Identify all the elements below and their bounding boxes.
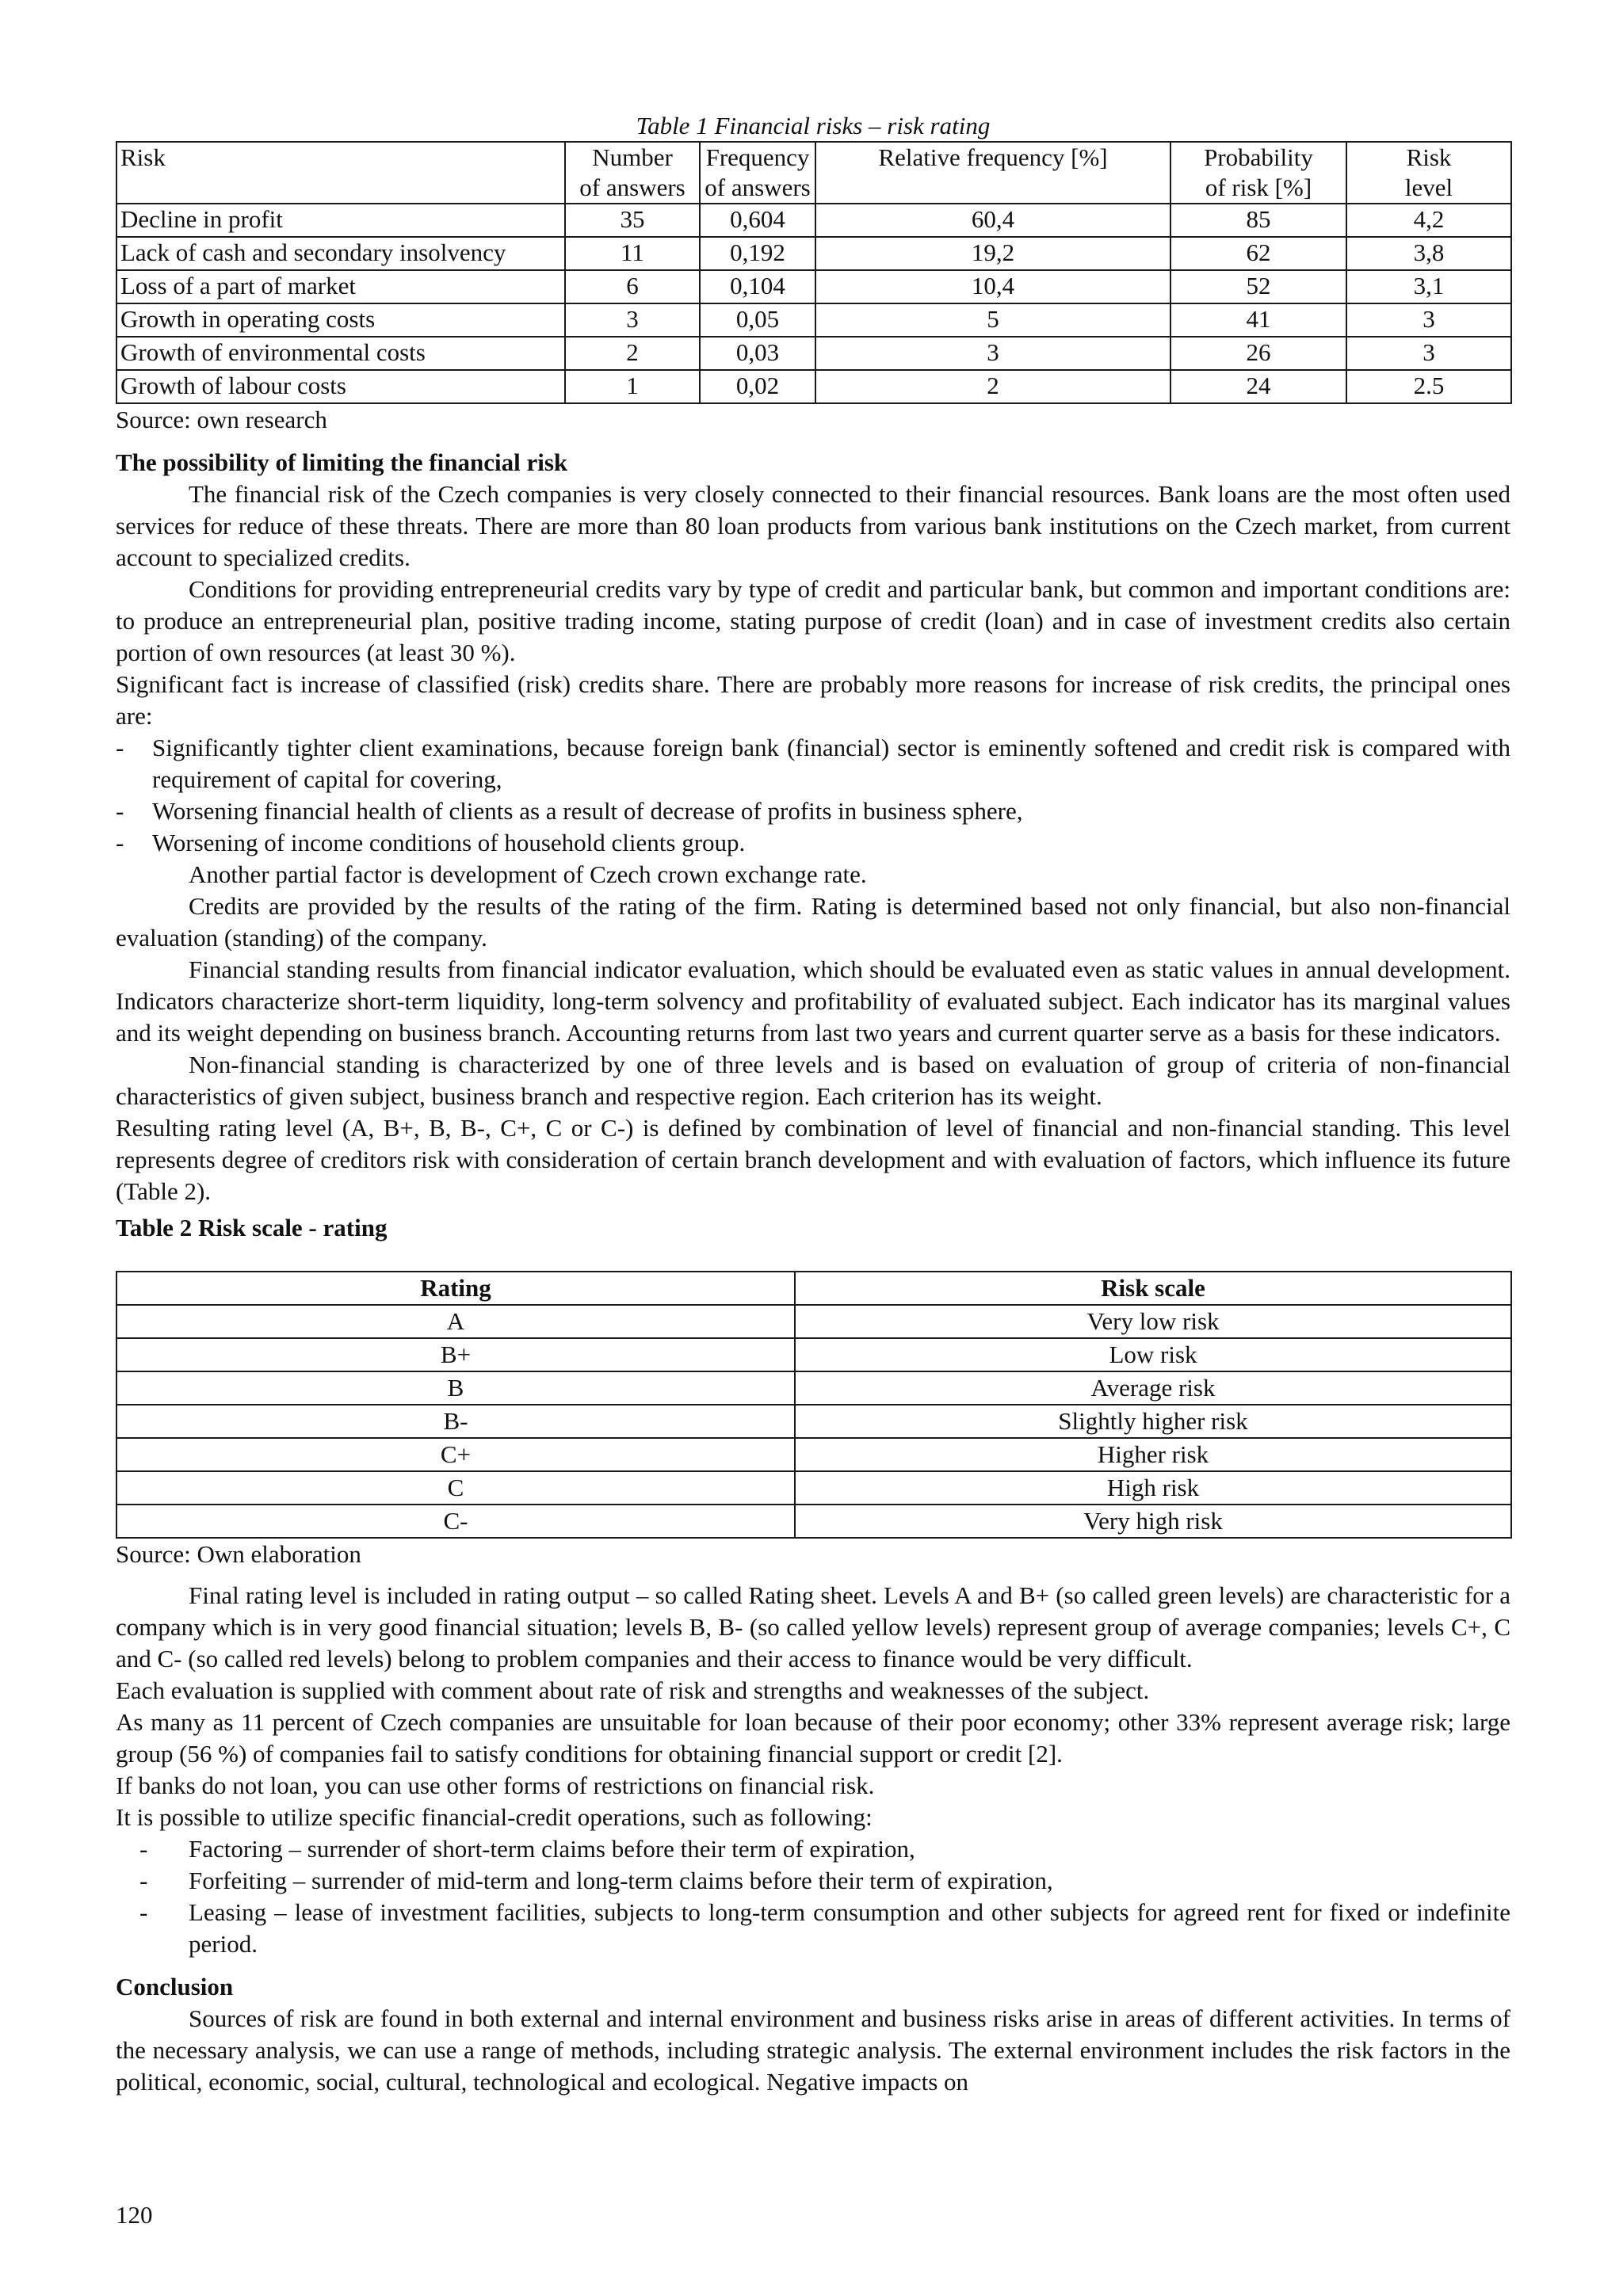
list-item xyxy=(116,827,1510,859)
table-cell: Decline in profit xyxy=(116,204,565,237)
list-item-text: Significantly tighter client examinations, because foreign bank (financial) sector is eminently softened and credit risk is compared with requirement of capital for covering, xyxy=(152,734,1510,793)
bullet-dash: - xyxy=(139,1898,148,1926)
list-item xyxy=(116,1865,1510,1897)
table-cell: Higher risk xyxy=(795,1438,1511,1471)
paragraph: Each evaluation is supplied with comment about rate of risk and strengths and weaknesses of the subject. xyxy=(116,1676,1150,1704)
table-cell: 2.5 xyxy=(1346,370,1511,403)
table-cell: 0,104 xyxy=(700,270,815,303)
paragraph: Non-financial standing is characterized by one of three levels and is based on evaluation of group of criteria of non-financial characteristics of given subject, business branch and respective region. Each criterion has its weight. xyxy=(116,1051,1510,1110)
table-cell: 24 xyxy=(1170,370,1346,403)
table-row xyxy=(116,204,1511,237)
list-item-text: Leasing – lease of investment facilities, subjects to long-term consumption and other subjects for agreed rent for fixed or indefinite period. xyxy=(189,1898,1510,1958)
bullet-dash: - xyxy=(116,734,124,761)
table-cell: 26 xyxy=(1170,337,1346,370)
paragraph: Sources of risk are found in both external and internal environment and business risks arise in areas of different activities. In terms of the necessary analysis, we can use a range of methods, including strategic analysis. The external environment includes the risk factors in the political, economic, social, cultural, technological and ecological. Negative impacts on xyxy=(116,2004,1510,2096)
table2-header-rating: Rating xyxy=(116,1272,795,1305)
table1-source: Source: own research xyxy=(116,406,327,433)
table-cell: 3 xyxy=(1346,303,1511,337)
table-cell: C+ xyxy=(116,1438,795,1471)
table-cell: Lack of cash and secondary insolvency xyxy=(116,237,565,270)
table-cell: 0,02 xyxy=(700,370,815,403)
table-cell: Slightly higher risk xyxy=(795,1405,1511,1438)
paragraph: Another partial factor is development of Czech crown exchange rate. xyxy=(189,860,867,888)
table-cell: 0,03 xyxy=(700,337,815,370)
table-cell: Growth in operating costs xyxy=(116,303,565,337)
table-cell: B+ xyxy=(116,1338,795,1371)
table-cell: 3,1 xyxy=(1346,270,1511,303)
table-cell: A xyxy=(116,1305,795,1338)
table-row xyxy=(116,337,1511,370)
paragraph: Financial standing results from financial indicator evaluation, which should be evaluated even as static values in annual development. Indicators characterize short-term liquidity, long-term solvency and profitability of evaluated subject. Each indicator has its marginal values and its weight depending on business branch. Accounting returns from last two years and current quarter serve as a basis for these indicators. xyxy=(116,955,1510,1047)
section-heading-conclusion: Conclusion xyxy=(116,1973,234,2000)
table-cell: 3 xyxy=(815,337,1170,370)
table-row xyxy=(116,303,1511,337)
list-item-text: Factoring – surrender of short-term claims before their term of expiration, xyxy=(189,1835,915,1863)
table-row xyxy=(116,237,1511,270)
table1-caption: Table 1 Financial risks – risk rating xyxy=(636,112,991,139)
paragraph: Resulting rating level (A, B+, B, B-, C+, C or C-) is defined by combination of level of financial and non-financial standing. This level represents degree of creditors risk with consideration of certain branch development and with evaluation of factors, which influence its future (Table 2). xyxy=(116,1114,1510,1205)
table-cell: 62 xyxy=(1170,237,1346,270)
table-row xyxy=(116,370,1511,403)
paragraph: If banks do not loan, you can use other forms of restrictions on financial risk. xyxy=(116,1772,875,1799)
table-cell: C- xyxy=(116,1505,795,1538)
table2-source: Source: Own elaboration xyxy=(116,1540,361,1568)
table-cell: 4,2 xyxy=(1346,204,1511,237)
table-cell: Loss of a part of market xyxy=(116,270,565,303)
table1-header-relative-frequency: Relative frequency [%] xyxy=(815,142,1170,204)
table-cell: Growth of labour costs xyxy=(116,370,565,403)
list-item xyxy=(116,1833,1510,1865)
table-cell: B- xyxy=(116,1405,795,1438)
table1-header-number: Number of answers xyxy=(565,142,700,204)
table-cell: 6 xyxy=(565,270,700,303)
table2-header-risk-scale: Risk scale xyxy=(795,1272,1511,1305)
bullet-dash: - xyxy=(139,1835,148,1863)
paragraph: It is possible to utilize specific financial-credit operations, such as following: xyxy=(116,1803,873,1831)
table-cell: 52 xyxy=(1170,270,1346,303)
table-cell: 10,4 xyxy=(815,270,1170,303)
table-cell: 0,604 xyxy=(700,204,815,237)
table-cell: Very low risk xyxy=(795,1305,1511,1338)
paragraph: Credits are provided by the results of the rating of the firm. Rating is determined based not only financial, but also non-financial evaluation (standing) of the company. xyxy=(116,892,1510,952)
paragraph: Final rating level is included in rating output – so called Rating sheet. Levels A and B+ (so called green levels) are characteristic for a company which is in very good financial situation; levels B, B- (so called yellow levels) represent group of average companies; levels C+, C and C- (so called red levels) belong to problem companies and their access to finance would be very difficult. xyxy=(116,1581,1510,1672)
table2-header-row xyxy=(116,1272,1511,1305)
table-cell: Growth of environmental costs xyxy=(116,337,565,370)
table-cell: 0,05 xyxy=(700,303,815,337)
page-content xyxy=(116,111,1510,2098)
table-cell: 85 xyxy=(1170,204,1346,237)
table-row xyxy=(116,1471,1511,1505)
table-cell: 3,8 xyxy=(1346,237,1511,270)
bullet-dash: - xyxy=(139,1867,148,1894)
table-cell: 0,192 xyxy=(700,237,815,270)
table1-financial-risks xyxy=(116,141,1512,404)
list-item xyxy=(116,732,1510,795)
paragraph: Conditions for providing entrepreneurial credits vary by type of credit and particular bank, but common and important conditions are: to produce an entrepreneurial plan, positive trading income, stating purpose of credit (loan) and in case of investment credits also certain portion of own resources (at least 30 %). xyxy=(116,575,1510,666)
table2-title: Table 2 Risk scale - rating xyxy=(116,1214,388,1241)
table-row xyxy=(116,1405,1511,1438)
table-cell: 3 xyxy=(1346,337,1511,370)
table-cell: 19,2 xyxy=(815,237,1170,270)
paragraph: The financial risk of the Czech companies is very closely connected to their financial resources. Bank loans are the most often used services for reduce of these threats. There are more than 80 loan products from various bank institutions on the Czech market, from current account to specialized credits. xyxy=(116,480,1510,571)
table-cell: 5 xyxy=(815,303,1170,337)
table-cell: High risk xyxy=(795,1471,1511,1505)
table1-header-risk-level: Risk level xyxy=(1346,142,1511,204)
table-row xyxy=(116,1371,1511,1405)
table-cell: C xyxy=(116,1471,795,1505)
table-cell: Low risk xyxy=(795,1338,1511,1371)
list-item-text: Worsening financial health of clients as a result of decrease of profits in business sphere, xyxy=(152,797,1023,825)
paragraph: Significant fact is increase of classified (risk) credits share. There are probably more reasons for increase of risk credits, the principal ones are: xyxy=(116,670,1510,730)
table-cell: 35 xyxy=(565,204,700,237)
table-cell: 1 xyxy=(565,370,700,403)
bullet-dash: - xyxy=(116,829,124,856)
table2-risk-scale xyxy=(116,1271,1512,1539)
table-cell: 41 xyxy=(1170,303,1346,337)
section-heading-limiting-financial-risk: The possibility of limiting the financial risk xyxy=(116,448,568,476)
list-item-text: Worsening of income conditions of household clients group. xyxy=(152,829,746,856)
table1-header-row xyxy=(116,142,1511,204)
table-row xyxy=(116,270,1511,303)
paragraph: As many as 11 percent of Czech companies are unsuitable for loan because of their poor economy; other 33% represent average risk; large group (56 %) of companies fail to satisfy conditions for obtaining financial support or credit [2]. xyxy=(116,1708,1510,1768)
table1-header-risk: Risk xyxy=(116,142,565,204)
table-cell: 2 xyxy=(565,337,700,370)
table1-header-probability: Probability of risk [%] xyxy=(1170,142,1346,204)
table-cell: 11 xyxy=(565,237,700,270)
bullet-dash: - xyxy=(116,797,124,825)
table1-header-frequency: Frequency of answers xyxy=(700,142,815,204)
table-row xyxy=(116,1305,1511,1338)
table-cell: Average risk xyxy=(795,1371,1511,1405)
table-row xyxy=(116,1505,1511,1538)
table-row xyxy=(116,1338,1511,1371)
table-cell: 60,4 xyxy=(815,204,1170,237)
table-row xyxy=(116,1438,1511,1471)
table-cell: B xyxy=(116,1371,795,1405)
table-cell: 2 xyxy=(815,370,1170,403)
table-cell: Very high risk xyxy=(795,1505,1511,1538)
table-cell: 3 xyxy=(565,303,700,337)
page-number: 120 xyxy=(116,2201,153,2229)
list-item-text: Forfeiting – surrender of mid-term and long-term claims before their term of expiration, xyxy=(189,1867,1053,1894)
list-item xyxy=(116,795,1510,827)
list-item xyxy=(116,1897,1510,1960)
